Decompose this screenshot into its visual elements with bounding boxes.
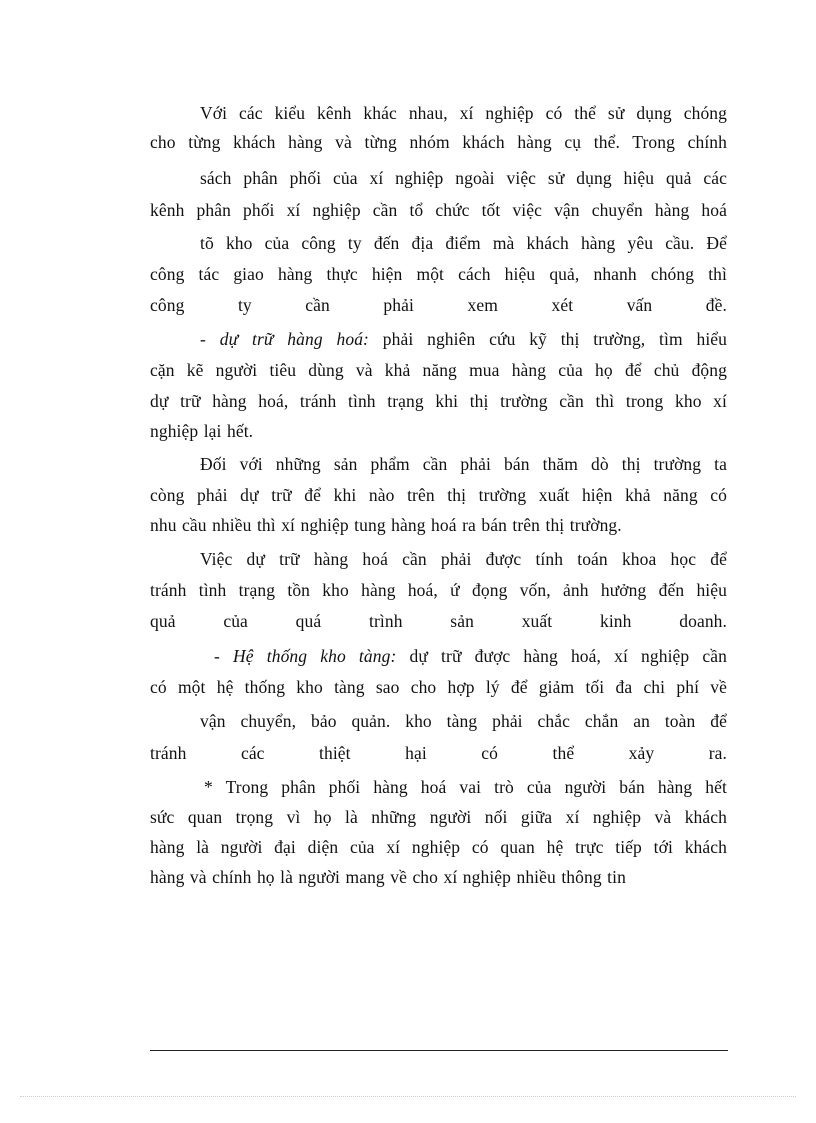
text-segment: phải nghiên cứu kỹ thị trường, tìm hiểu xyxy=(382,329,728,349)
text-line: nghiệp lại hết. xyxy=(150,421,254,441)
text-segment: dự trữ được hàng hoá, xí nghiệp cần xyxy=(409,646,727,666)
page-edge-dots xyxy=(20,1096,796,1097)
text-line: Việc dự trữ hàng hoá cần phải được tính toán khoa học để xyxy=(200,549,727,569)
text-line: quả của quá trình sản xuất kinh doanh. xyxy=(150,611,727,631)
text-line: tránh các thiệt hại có thể xảy ra. xyxy=(150,743,727,763)
text-line: cặn kẽ người tiêu dùng và khả năng mua hàng của họ để chủ động xyxy=(150,360,727,380)
text-line: còng phải dự trữ để khi nào trên thị trường xuất hiện khả năng có xyxy=(150,485,727,505)
text-line: sách phân phối của xí nghiệp ngoài việc sử dụng hiệu quả các xyxy=(200,168,727,188)
text-line: cho từng khách hàng và từng nhóm khách hàng cụ thể. Trong chính xyxy=(150,132,727,152)
text-line: vận chuyển, bảo quản. kho tàng phải chắc chắn an toàn để xyxy=(200,711,727,731)
text-line: Đối với những sản phẩm cần phải bán thăm dò thị trường ta xyxy=(200,454,727,474)
stock-heading: - dự trữ hàng hoá: xyxy=(200,329,369,349)
text-line: công ty cần phải xem xét vấn đề. xyxy=(150,295,727,315)
warehouse-heading: - Hệ thống kho tàng: xyxy=(214,646,397,666)
text-line: Với các kiểu kênh khác nhau, xí nghiệp có thể sử dụng chóng xyxy=(200,103,727,123)
text-line: dự trữ hàng hoá, tránh tình trạng khi thị trường cần thì trong kho xí xyxy=(150,391,727,411)
text-line: công tác giao hàng thực hiện một cách hiệu quả, nhanh chóng thì xyxy=(150,264,727,284)
text-line-warehouse xyxy=(214,646,727,667)
footer-rule xyxy=(150,1050,728,1051)
text-line-stock xyxy=(200,329,727,350)
text-line: hàng là người đại diện của xí nghiệp có quan hệ trực tiếp tới khách xyxy=(150,837,727,857)
text-line: có một hệ thống kho tàng sao cho hợp lý để giảm tối đa chi phí về xyxy=(150,677,727,697)
text-line: sức quan trọng vì họ là những người nối giữa xí nghiệp và khách xyxy=(150,807,727,827)
text-line: nhu cầu nhiều thì xí nghiệp tung hàng hoá ra bán trên thị trường. xyxy=(150,515,622,535)
text-line: hàng và chính họ là người mang về cho xí nghiệp nhiều thông tin xyxy=(150,867,626,887)
text-line: tõ kho của công ty đến địa điểm mà khách hàng yêu cầu. Để xyxy=(200,233,727,253)
text-line: kênh phân phối xí nghiệp cần tổ chức tốt việc vận chuyển hàng hoá xyxy=(150,200,727,220)
text-line: tránh tình trạng tồn kho hàng hoá, ứ đọng vốn, ảnh hưởng đến hiệu xyxy=(150,580,727,600)
text-line: * Trong phân phối hàng hoá vai trò của người bán hàng hết xyxy=(204,777,727,797)
